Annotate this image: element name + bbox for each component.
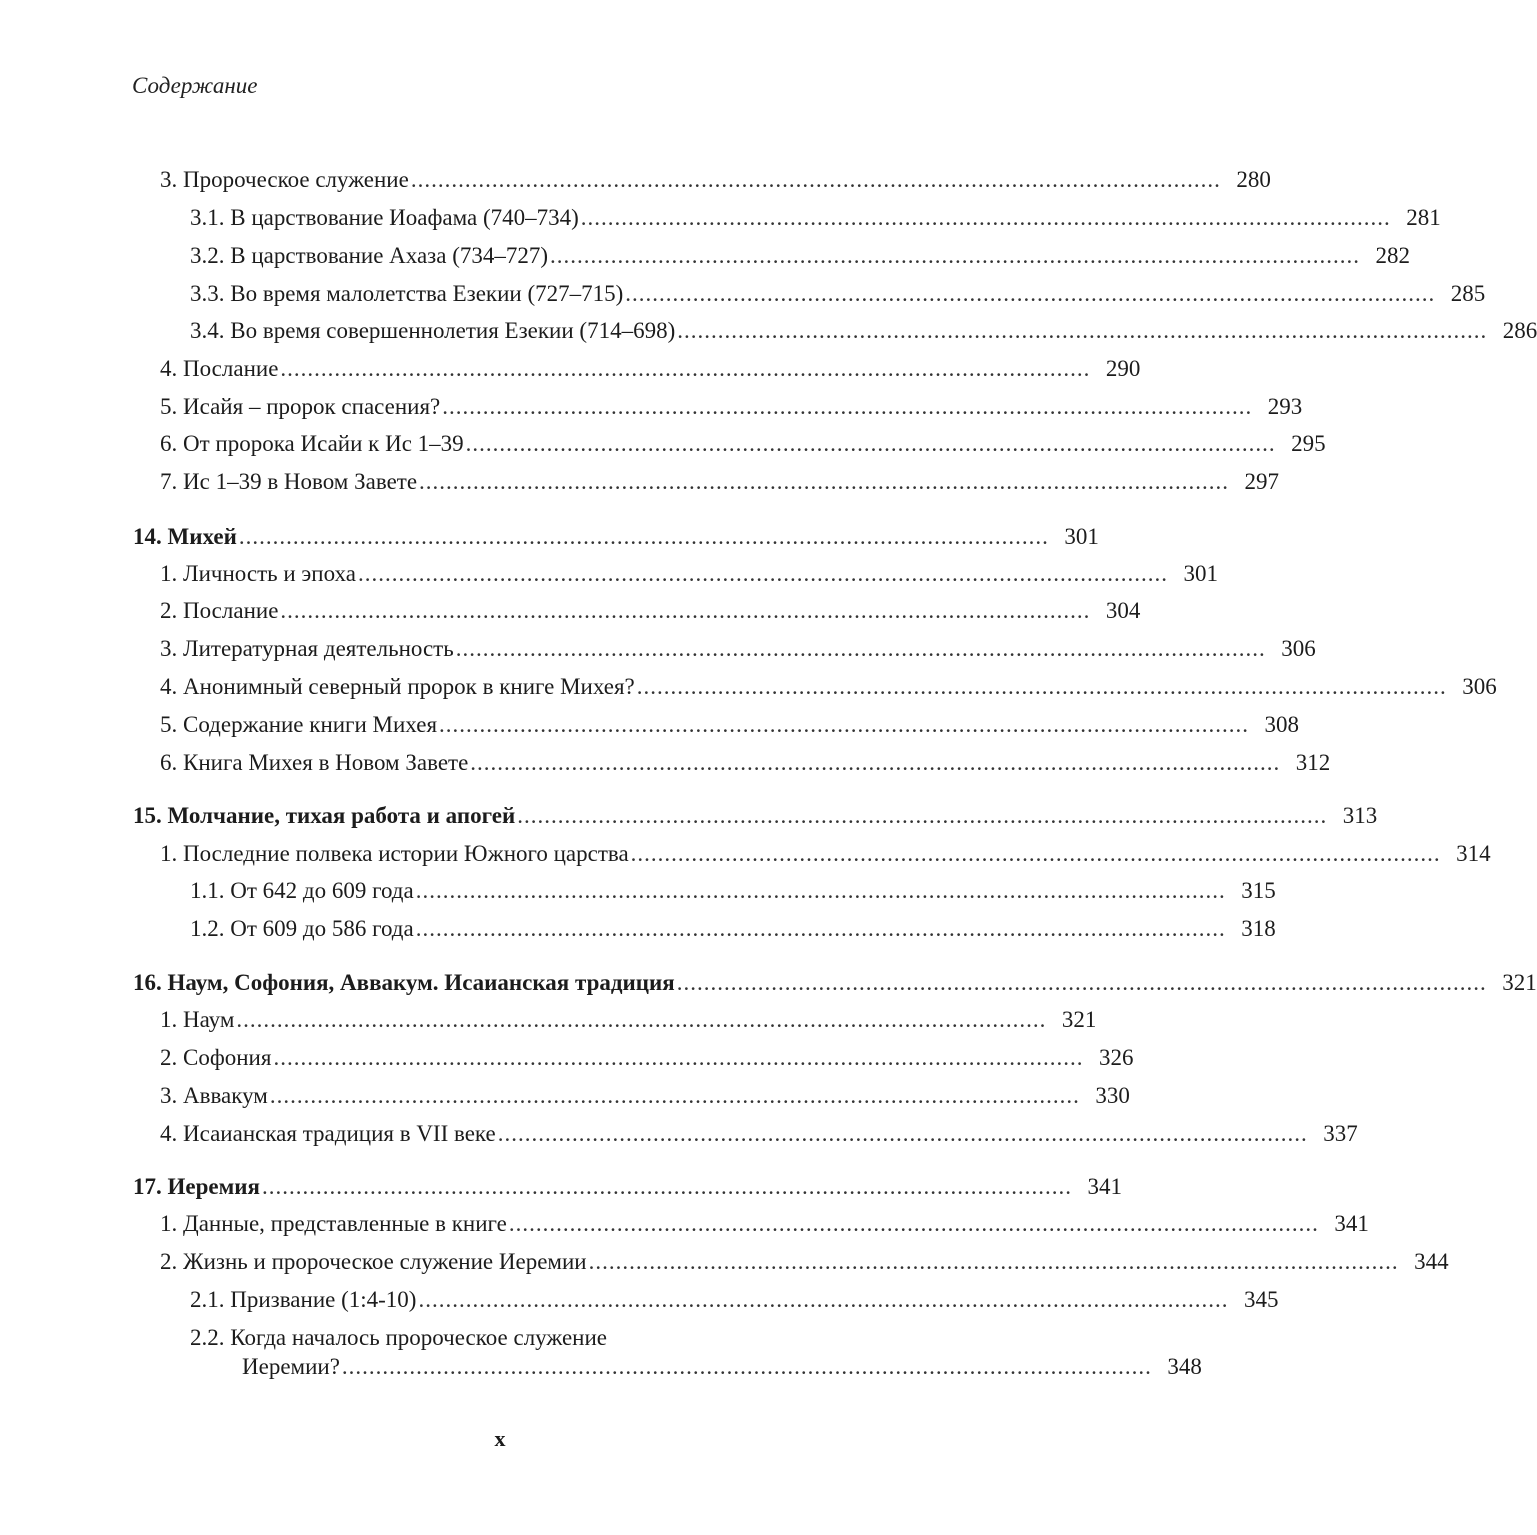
toc-title: 15. Молчание, тихая работа и апогей <box>133 803 516 828</box>
toc-title: 14. Михей <box>133 524 237 549</box>
toc-entry <box>0 239 1411 273</box>
toc-page: 295 <box>1291 431 1326 456</box>
toc-leader: ........................................................................................................................ <box>636 674 1447 699</box>
toc-leader: ........................................................................................................................ <box>625 281 1436 306</box>
toc-leader: ........................................................................................................................ <box>497 1121 1308 1146</box>
toc-title: 1.1. От 642 до 609 года <box>190 878 414 903</box>
toc-title: 6. Книга Михея в Новом Завете <box>160 750 469 775</box>
toc-leader: ........................................................................................................................ <box>508 1211 1319 1236</box>
toc-leader: ........................................................................................................................ <box>442 394 1253 419</box>
page-number: x <box>494 1426 506 1451</box>
toc-title: 3.1. В царствование Иоафама (740–734) <box>190 205 579 230</box>
toc-title: 3.3. Во время малолетства Езекии (727–715) <box>190 281 624 306</box>
toc-leader: ........................................................................................................................ <box>588 1249 1399 1274</box>
toc-title: 4. Анонимный северный пророк в книге Михея? <box>160 674 635 699</box>
toc-leader: ........................................................................................................................ <box>677 318 1488 343</box>
toc-entry <box>0 670 1497 704</box>
toc-entry <box>0 465 1280 499</box>
toc-leader: ........................................................................................................................ <box>676 970 1487 995</box>
toc-title: 1. Личность и эпоха <box>160 561 356 586</box>
toc-entry <box>0 1207 1369 1241</box>
running-header: Содержание <box>132 73 258 98</box>
toc-entry <box>0 1245 1449 1279</box>
toc-entry <box>0 1041 1134 1075</box>
toc-entry <box>0 314 1537 348</box>
toc-title: 1. Последние полвека истории Южного царства <box>160 841 629 866</box>
toc-page: 326 <box>1098 1045 1134 1070</box>
toc-leader: ........................................................................................................................ <box>630 841 1441 866</box>
toc-leader: ........................................................................................................................ <box>415 916 1226 941</box>
toc-page: 285 <box>1450 281 1486 306</box>
toc-leader: ........................................................................................................................ <box>273 1045 1084 1070</box>
toc-entry <box>0 277 1486 311</box>
toc-title: 7. Ис 1–39 в Новом Завете <box>160 469 418 494</box>
toc-leader: ........................................................................................................................ <box>465 431 1276 456</box>
toc-page: 312 <box>1295 750 1331 775</box>
toc-title: 16. Наум, Софония, Аввакум. Исаианская традиция <box>133 970 675 995</box>
toc-page: 304 <box>1105 598 1141 623</box>
toc-entry <box>0 352 1141 386</box>
toc-leader: ........................................................................................................................ <box>470 750 1281 775</box>
toc-title: 5. Исайя – пророк спасения? <box>160 394 441 419</box>
toc-entry <box>0 632 1316 666</box>
toc-chapter <box>0 1170 1122 1204</box>
toc-title: 3.2. В царствование Ахаза (734–727) <box>190 243 549 268</box>
toc-page: 337 <box>1323 1121 1358 1146</box>
toc-entry <box>0 427 1326 461</box>
toc-page: 348 <box>1167 1354 1202 1379</box>
toc-page: 281 <box>1406 205 1441 230</box>
toc-leader: ........................................................................................................................ <box>419 469 1230 494</box>
toc-page: 318 <box>1241 916 1276 941</box>
toc-leader: ........................................................................................................................ <box>410 167 1221 192</box>
toc-title: 1.2. От 609 до 586 года <box>190 916 414 941</box>
toc-entry <box>0 1003 1097 1037</box>
toc-leader: ........................................................................................................................ <box>415 878 1226 903</box>
toc-title: 17. Иеремия <box>133 1174 260 1199</box>
toc-leader: ........................................................................................................................ <box>280 598 1091 623</box>
toc-page: 306 <box>1281 636 1316 661</box>
toc-title: 4. Исаианская традиция в VII веке <box>160 1121 496 1146</box>
toc-page: 341 <box>1334 1211 1369 1236</box>
toc-title: 3. Литературная деятельность <box>160 636 454 661</box>
toc-page: 290 <box>1105 356 1141 381</box>
toc-leader: ........................................................................................................................ <box>550 243 1361 268</box>
toc-page: 301 <box>1183 561 1218 586</box>
toc-chapter <box>0 520 1099 554</box>
toc-entry <box>0 557 1218 591</box>
toc-title: 1. Наум <box>160 1007 235 1032</box>
toc-leader: ........................................................................................................................ <box>439 712 1250 737</box>
toc-entry <box>0 390 1303 424</box>
toc-title: 5. Содержание книги Михея <box>160 712 438 737</box>
toc-page: 297 <box>1244 469 1280 494</box>
toc-page: 306 <box>1462 674 1497 699</box>
toc-leader: ........................................................................................................................ <box>269 1083 1080 1108</box>
toc-entry <box>0 163 1271 197</box>
toc-entry <box>0 594 1141 628</box>
toc-title: 4. Послание <box>160 356 279 381</box>
toc-title: 3. Пророческое служение <box>160 167 409 192</box>
toc-page: 308 <box>1264 712 1300 737</box>
toc-entry <box>0 1117 1358 1151</box>
toc-leader: ........................................................................................................................ <box>236 1007 1047 1032</box>
toc-page: 344 <box>1414 1249 1449 1274</box>
toc-title: 2.1. Призвание (1:4-10) <box>190 1287 417 1312</box>
toc-title: 6. От пророка Исайи к Ис 1–39 <box>160 431 464 456</box>
toc-chapter <box>0 799 1378 833</box>
toc-page: 321 <box>1061 1007 1097 1032</box>
toc-entry <box>0 1350 1202 1384</box>
toc-title: 2. Жизнь и пророческое служение Иеремии <box>160 1249 587 1274</box>
toc-entry <box>0 1283 1279 1317</box>
toc-page: 341 <box>1087 1174 1122 1199</box>
toc-entry <box>0 837 1491 871</box>
toc-title: 3.4. Во время совершеннолетия Езекии (714–698) <box>190 318 676 343</box>
toc-title: Иеремии? <box>242 1354 340 1379</box>
toc-page: 293 <box>1267 394 1303 419</box>
toc-entry <box>0 708 1300 742</box>
toc-leader: ........................................................................................................................ <box>455 636 1266 661</box>
toc-leader: ........................................................................................................................ <box>238 524 1049 549</box>
toc-entry <box>0 746 1331 780</box>
toc-entry <box>0 1079 1130 1113</box>
toc-title: 3. Аввакум <box>160 1083 268 1108</box>
toc-leader: ........................................................................................................................ <box>280 356 1091 381</box>
toc-page: 286 <box>1502 318 1537 343</box>
toc-title: 1. Данные, представленные в книге <box>160 1211 507 1236</box>
toc-page: 282 <box>1375 243 1411 268</box>
toc-page: 345 <box>1243 1287 1279 1312</box>
toc-page: 315 <box>1241 878 1276 903</box>
toc-page: 280 <box>1236 167 1271 192</box>
toc-title: 2.2. Когда началось пророческое служение <box>190 1325 607 1350</box>
toc-leader: ........................................................................................................................ <box>517 803 1328 828</box>
toc-page: 313 <box>1342 803 1378 828</box>
toc-entry <box>0 912 1276 946</box>
toc-leader: ........................................................................................................................ <box>580 205 1391 230</box>
toc-title: 2. Послание <box>160 598 279 623</box>
toc-entry <box>0 874 1276 908</box>
toc-chapter <box>0 966 1537 1000</box>
toc-page: 301 <box>1064 524 1099 549</box>
toc-entry <box>0 201 1441 235</box>
toc-leader: ........................................................................................................................ <box>418 1287 1229 1312</box>
toc-leader: ........................................................................................................................ <box>357 561 1168 586</box>
toc-title: 2. Софония <box>160 1045 272 1070</box>
toc-leader: ........................................................................................................................ <box>261 1174 1072 1199</box>
toc-page: 321 <box>1502 970 1537 995</box>
toc-leader: ........................................................................................................................ <box>341 1354 1152 1379</box>
toc-page: 330 <box>1095 1083 1130 1108</box>
toc-page: 314 <box>1456 841 1491 866</box>
